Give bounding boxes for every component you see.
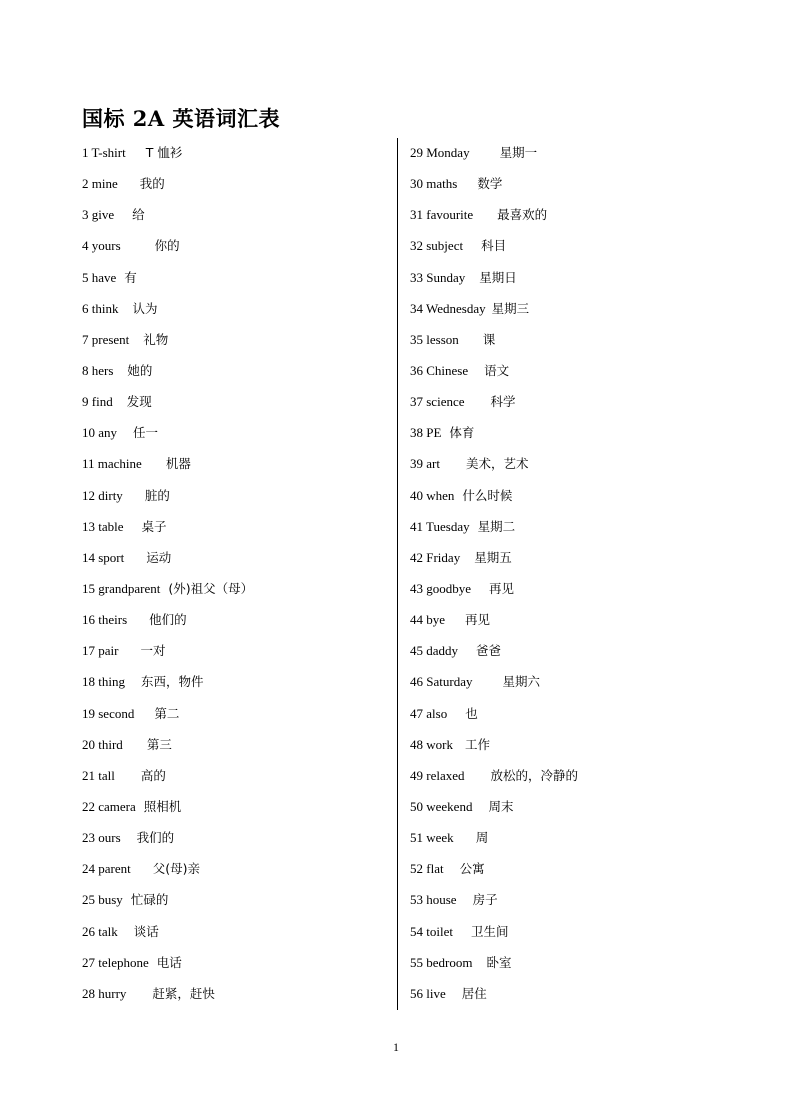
vocab-chinese: 房子 <box>472 892 498 908</box>
vocab-number: 38 <box>410 425 423 441</box>
vocab-word: dirty <box>98 487 123 503</box>
vocab-chinese: 科学 <box>490 394 516 410</box>
vocab-entry <box>82 611 382 642</box>
vocab-english <box>410 767 465 785</box>
vocab-english <box>82 829 121 847</box>
vocab-english <box>82 331 129 349</box>
vocab-chinese: 美术，艺术 <box>465 456 529 472</box>
vocab-word: relaxed <box>426 767 465 783</box>
vocab-number: 9 <box>82 394 89 410</box>
vocab-chinese: 什么时候 <box>462 487 513 503</box>
vocab-list-right <box>410 144 750 1016</box>
vocab-chinese: 星期二 <box>477 518 516 534</box>
vocab-word: T-shirt <box>91 145 126 160</box>
vocab-entry <box>410 985 750 1016</box>
vocab-chinese: 高的 <box>140 767 166 783</box>
vocab-chinese: 桌子 <box>141 518 167 534</box>
vocab-chinese: 赶紧，赶快 <box>152 985 215 1001</box>
vocab-word: favourite <box>426 207 474 223</box>
vocab-number: 7 <box>82 331 89 347</box>
vocab-number: 34 <box>410 300 423 316</box>
vocab-english <box>82 424 117 442</box>
vocab-list-left <box>82 144 382 1016</box>
vocab-chinese: 语文 <box>484 362 510 378</box>
vocab-chinese: 她的 <box>127 362 153 378</box>
vocab-word: house <box>426 892 457 908</box>
vocab-number: 41 <box>410 518 423 534</box>
vocab-english <box>410 705 447 723</box>
vocab-chinese: 电话 <box>156 954 182 970</box>
vocab-word: bye <box>426 612 446 628</box>
vocab-chinese: 运动 <box>146 549 172 565</box>
vocab-english <box>410 206 473 224</box>
vocab-entry <box>410 393 750 424</box>
vocab-number: 31 <box>410 207 423 223</box>
vocab-number: 37 <box>410 394 423 410</box>
vocab-number: 15 <box>82 580 95 596</box>
vocab-number: 21 <box>82 767 95 783</box>
vocab-number: 42 <box>410 549 423 565</box>
vocab-number: 14 <box>82 549 95 565</box>
vocab-word: telephone <box>98 954 149 970</box>
vocab-entry <box>410 736 750 767</box>
vocab-entry <box>82 705 382 736</box>
vocab-word: weekend <box>426 798 473 814</box>
vocab-english <box>82 923 118 941</box>
vocab-chinese: 居住 <box>461 985 487 1001</box>
vocab-english <box>410 393 465 411</box>
vocab-chinese: (外)祖父（母） <box>168 580 254 596</box>
vocab-english <box>82 175 118 193</box>
vocab-word: maths <box>426 176 458 192</box>
vocab-entry <box>82 642 382 673</box>
vocab-entry <box>82 393 382 424</box>
vocab-entry <box>82 424 382 455</box>
vocab-entry <box>410 518 750 549</box>
vocab-word: science <box>426 394 465 410</box>
vocab-number: 28 <box>82 985 95 1001</box>
vocab-word: bedroom <box>426 954 473 970</box>
vocab-chinese: 体育 <box>449 425 475 441</box>
vocab-english <box>410 518 470 536</box>
vocab-english <box>410 985 446 1003</box>
vocab-word: talk <box>98 923 118 939</box>
vocab-english <box>82 549 124 567</box>
vocab-chinese: 课 <box>482 331 496 347</box>
vocab-word: table <box>98 518 124 534</box>
vocab-number: 25 <box>82 892 95 908</box>
vocab-word: Sunday <box>426 269 466 285</box>
vocab-word: present <box>91 331 130 347</box>
vocab-number: 50 <box>410 798 423 814</box>
vocab-number: 8 <box>82 362 89 378</box>
vocab-chinese: 卫生间 <box>470 923 509 939</box>
vocab-number: 17 <box>82 643 95 659</box>
vocab-word: hers <box>91 362 114 378</box>
vocab-entry <box>82 175 382 206</box>
vocab-chinese: 卧室 <box>486 954 512 970</box>
vocab-chinese: 再见 <box>465 612 491 628</box>
vocab-english <box>410 860 444 878</box>
vocab-entry <box>82 144 382 175</box>
vocab-number: 54 <box>410 923 423 939</box>
vocab-entry <box>410 206 750 237</box>
vocab-chinese: 认为 <box>132 300 158 316</box>
vocab-chinese: 再见 <box>489 580 515 596</box>
vocab-word: toilet <box>426 923 453 939</box>
vocab-entry <box>82 487 382 518</box>
vocab-entry <box>82 954 382 985</box>
vocab-english <box>410 611 445 629</box>
vocab-entry <box>410 549 750 580</box>
vocab-entry <box>82 767 382 798</box>
vocab-word: have <box>91 269 117 285</box>
vocab-entry <box>82 206 382 237</box>
vocab-word: Monday <box>426 145 470 160</box>
vocab-word: also <box>426 705 448 721</box>
vocab-english <box>82 580 160 598</box>
vocab-entry <box>82 736 382 767</box>
vocab-word: subject <box>426 238 464 254</box>
vocab-number: 49 <box>410 767 423 783</box>
vocab-english <box>410 954 472 972</box>
vocab-english <box>410 331 459 349</box>
vocab-english <box>410 829 454 847</box>
vocab-english <box>410 549 460 567</box>
vocab-english <box>82 705 134 723</box>
vocab-english <box>410 424 441 442</box>
vocab-number: 46 <box>410 674 423 690</box>
vocab-english <box>410 237 463 255</box>
vocab-word: Chinese <box>426 362 469 378</box>
vocab-word: work <box>426 736 453 752</box>
vocab-word: sport <box>98 549 125 565</box>
vocab-entry <box>410 487 750 518</box>
vocab-word: lesson <box>426 331 459 347</box>
vocab-chinese: 他们的 <box>149 612 187 628</box>
vocab-chinese: 我们的 <box>136 830 175 846</box>
vocab-word: Tuesday <box>426 518 470 534</box>
vocab-word: flat <box>426 861 444 877</box>
vocab-english <box>410 580 471 598</box>
vocab-chinese: 星期五 <box>474 549 512 565</box>
vocab-number: 10 <box>82 425 95 441</box>
vocab-word: find <box>91 394 113 410</box>
vocab-entry <box>82 985 382 1016</box>
vocab-entry <box>82 829 382 860</box>
vocab-number: 43 <box>410 580 423 596</box>
page-number: 1 <box>393 1040 399 1054</box>
vocab-chinese: 给 <box>132 207 145 223</box>
vocab-entry <box>410 705 750 736</box>
vocab-english <box>82 518 124 536</box>
vocab-entry <box>410 300 750 331</box>
vocab-word: art <box>426 456 440 472</box>
vocab-number: 26 <box>82 923 95 939</box>
vocab-entry <box>82 860 382 891</box>
vocab-word: daddy <box>426 643 459 659</box>
vocab-entry <box>410 269 750 300</box>
vocab-english <box>82 269 116 287</box>
vocab-english <box>410 269 465 287</box>
vocab-number: 1 <box>82 145 89 160</box>
vocab-number: 44 <box>410 612 423 628</box>
vocab-english <box>82 985 126 1003</box>
vocab-number: 48 <box>410 736 423 752</box>
vocab-number: 47 <box>410 705 423 721</box>
vocab-english <box>410 891 457 909</box>
vocab-english <box>82 673 125 691</box>
vocab-chinese: 科目 <box>481 238 507 254</box>
vocab-chinese: 脏的 <box>144 487 170 503</box>
vocab-entry <box>82 798 382 829</box>
vocab-english <box>82 860 131 878</box>
vocab-number: 13 <box>82 518 95 534</box>
vocab-chinese: 谈话 <box>133 923 159 939</box>
vocab-number: 24 <box>82 861 95 877</box>
vocab-number: 20 <box>82 736 95 752</box>
vocab-number: 16 <box>82 612 95 628</box>
vocab-word: thing <box>98 674 125 690</box>
vocab-english <box>410 362 468 380</box>
vocab-number: 12 <box>82 487 95 503</box>
vocab-word: hurry <box>98 985 127 1001</box>
vocab-chinese: 父(母)亲 <box>152 861 200 877</box>
vocab-entry <box>82 518 382 549</box>
vocab-number: 2 <box>82 176 89 192</box>
vocab-number: 5 <box>82 269 89 285</box>
vocab-english <box>410 736 453 754</box>
vocab-english <box>410 673 472 691</box>
vocab-number: 55 <box>410 954 423 970</box>
vocab-number: 6 <box>82 300 89 316</box>
page-title: 国标 2A 英语词汇表 <box>82 106 281 131</box>
vocab-chinese: 你的 <box>154 238 180 254</box>
vocab-entry <box>82 891 382 922</box>
vocab-word: PE <box>426 425 442 441</box>
vocab-word: when <box>426 487 455 503</box>
vocab-number: 18 <box>82 674 95 690</box>
vocab-chinese: 周 <box>475 830 489 846</box>
vocab-entry <box>410 860 750 891</box>
vocab-chinese: 公寓 <box>459 861 485 877</box>
vocab-number: 22 <box>82 798 95 814</box>
vocab-entry <box>410 611 750 642</box>
vocab-word: camera <box>98 798 136 814</box>
vocab-entry <box>410 798 750 829</box>
vocab-entry <box>410 829 750 860</box>
vocab-word: live <box>426 985 446 1001</box>
vocab-entry <box>82 923 382 954</box>
vocab-entry <box>82 300 382 331</box>
vocab-number: 27 <box>82 954 95 970</box>
vocab-chinese: 任一 <box>133 425 159 441</box>
vocab-chinese: 放松的，冷静的 <box>490 767 579 783</box>
vocab-word: give <box>91 207 115 223</box>
vocab-entry <box>82 673 382 704</box>
vocab-chinese: 有 <box>124 269 137 285</box>
vocab-word: second <box>98 705 135 721</box>
vocab-word: tall <box>98 767 115 783</box>
vocab-number: 35 <box>410 331 423 347</box>
vocab-entry <box>410 362 750 393</box>
vocab-english <box>82 362 113 380</box>
vocab-word: think <box>91 300 119 316</box>
vocab-number: 23 <box>82 830 95 846</box>
vocab-number: 45 <box>410 643 423 659</box>
vocab-english <box>82 642 118 660</box>
vocab-chinese: 一对 <box>140 643 166 659</box>
vocab-word: yours <box>91 238 121 254</box>
vocab-entry <box>82 331 382 362</box>
vocab-english <box>410 487 454 505</box>
vocab-word: theirs <box>98 612 128 628</box>
vocab-entry <box>410 424 750 455</box>
vocab-english <box>82 393 113 411</box>
vocab-word: busy <box>98 892 123 908</box>
vocab-entry <box>410 954 750 985</box>
vocab-number: 19 <box>82 705 95 721</box>
vocab-word: week <box>426 830 454 846</box>
vocab-english <box>82 954 149 972</box>
vocab-chinese: T 恤衫 <box>145 145 183 160</box>
vocab-english <box>82 736 123 754</box>
vocab-english <box>410 300 486 318</box>
vocab-number: 32 <box>410 238 423 254</box>
vocab-word: Saturday <box>426 674 473 690</box>
vocab-chinese: 星期一 <box>499 145 538 160</box>
vocab-chinese: 照相机 <box>143 798 182 814</box>
vocab-english <box>82 611 127 629</box>
vocab-number: 40 <box>410 487 423 503</box>
vocab-english <box>410 923 453 941</box>
vocab-english <box>410 175 457 193</box>
vocab-chinese: 第三 <box>146 736 172 752</box>
vocab-word: Wednesday <box>426 300 486 316</box>
vocab-number: 51 <box>410 830 423 846</box>
vocab-entry <box>82 269 382 300</box>
vocab-number: 39 <box>410 456 423 472</box>
vocab-english <box>82 300 118 318</box>
vocab-entry <box>410 237 750 268</box>
vocab-number: 33 <box>410 269 423 285</box>
vocab-entry <box>82 237 382 268</box>
vocab-english <box>82 798 136 816</box>
vocab-number: 52 <box>410 861 423 877</box>
vocab-word: grandparent <box>98 580 161 596</box>
vocab-entry <box>410 455 750 486</box>
vocab-entry <box>410 767 750 798</box>
vocab-word: pair <box>98 643 119 659</box>
vocab-number: 4 <box>82 238 89 254</box>
vocab-entry <box>410 580 750 611</box>
vocab-english <box>410 455 440 473</box>
vocab-english <box>82 767 115 785</box>
vocab-entry <box>82 455 382 486</box>
vocab-word: parent <box>98 861 131 877</box>
vocab-entry <box>82 549 382 580</box>
vocab-chinese: 工作 <box>464 736 490 752</box>
vocab-number: 3 <box>82 207 89 223</box>
vocab-chinese: 我的 <box>139 176 165 192</box>
vocab-entry <box>410 642 750 673</box>
vocab-english <box>410 642 458 660</box>
vocab-entry <box>410 891 750 922</box>
vocab-chinese: 星期三 <box>491 300 530 316</box>
vocab-number: 11 <box>82 456 95 472</box>
vocab-entry <box>410 144 750 175</box>
vocab-english <box>82 144 126 162</box>
vocab-chinese: 第二 <box>154 705 180 721</box>
vocab-english <box>410 798 472 816</box>
vocab-word: any <box>98 425 118 441</box>
vocab-chinese: 星期六 <box>502 674 540 690</box>
vocab-chinese: 最喜欢的 <box>497 207 548 223</box>
vocab-chinese: 机器 <box>165 456 191 472</box>
vocab-entry <box>410 175 750 206</box>
vocab-chinese: 爸爸 <box>476 643 502 659</box>
vocab-number: 36 <box>410 362 423 378</box>
vocab-chinese: 发现 <box>126 394 152 410</box>
vocab-chinese: 数学 <box>477 176 503 192</box>
vocab-number: 30 <box>410 176 423 192</box>
vocab-number: 53 <box>410 892 423 908</box>
vocab-english <box>82 455 142 473</box>
vocab-chinese: 周末 <box>488 798 514 814</box>
vocab-chinese: 礼物 <box>143 331 169 347</box>
vocab-word: goodbye <box>426 580 472 596</box>
vocab-chinese: 忙碌的 <box>130 892 169 908</box>
vocab-word: machine <box>97 456 142 472</box>
vocab-word: Friday <box>426 549 461 565</box>
vocab-word: ours <box>98 830 121 846</box>
vocab-english <box>82 487 123 505</box>
vocab-entry <box>410 673 750 704</box>
vocab-entry <box>410 331 750 362</box>
vocab-word: third <box>98 736 123 752</box>
vocab-word: mine <box>91 176 118 192</box>
vocab-entry <box>82 362 382 393</box>
column-divider <box>397 138 398 1010</box>
vocab-english <box>82 206 114 224</box>
vocab-number: 29 <box>410 145 423 160</box>
vocab-entry <box>82 580 382 611</box>
vocab-english <box>82 891 123 909</box>
vocab-english <box>82 237 121 255</box>
vocab-chinese: 星期日 <box>479 269 517 285</box>
vocab-entry <box>410 923 750 954</box>
vocab-chinese: 东西，物件 <box>140 674 204 690</box>
vocab-english <box>410 144 470 162</box>
vocab-chinese: 也 <box>465 705 478 721</box>
vocab-number: 56 <box>410 985 423 1001</box>
